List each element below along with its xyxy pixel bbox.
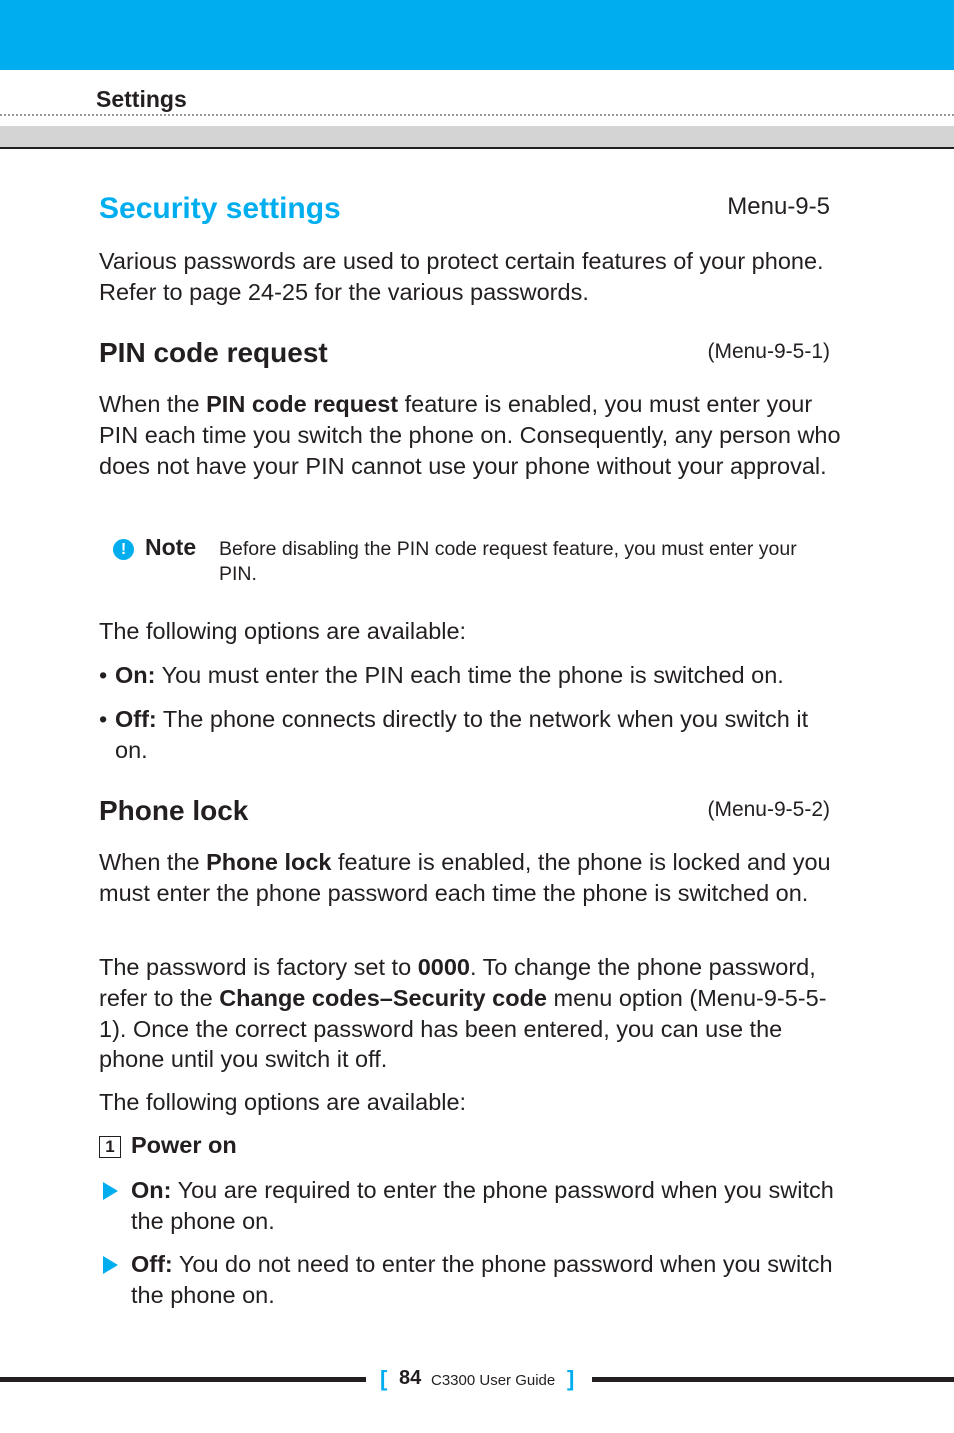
triangle-arrow-icon (103, 1182, 118, 1200)
phonelock-options-intro: The following options are available: (99, 1089, 467, 1115)
pin-section-title: PIN code request (99, 337, 328, 368)
page-title: Security settings (99, 192, 341, 225)
power-on-option-off: Off: You do not need to enter the phone password when you switch the phone on. (99, 1249, 844, 1311)
note-label: Note (145, 534, 197, 560)
footer-rule-right (592, 1377, 954, 1382)
power-on-option-on: On: You are required to enter the phone password when you switch the phone on. (99, 1175, 844, 1237)
note-text: Before disabling the PIN code request feature, you must enter your PIN. (219, 538, 797, 585)
phonelock-section-title: Phone lock (99, 795, 249, 826)
page-footer (380, 1366, 580, 1396)
triangle-arrow-icon (103, 1256, 118, 1274)
guide-title: C3300 User Guide (431, 1372, 556, 1389)
footer-rule-left (0, 1377, 366, 1382)
pin-option-on: • On: You must enter the PIN each time the phone is switched on. (99, 662, 784, 688)
intro-paragraph: Various passwords are used to protect certain features of your phone. Refer to page 24-25 for the various passwords. (99, 248, 824, 305)
grey-header-band (0, 126, 954, 149)
menu-reference: Menu-9-5 (727, 193, 830, 220)
footer-bracket-right: ] (567, 1366, 575, 1391)
page-number: 84 (399, 1367, 422, 1389)
phonelock-paragraph-1: When the Phone lock feature is enabled, the phone is locked and you must enter the phone password each time the phone is switched on. (99, 849, 831, 906)
top-accent-bar (0, 0, 954, 70)
item-number-box: 1 (99, 1136, 121, 1158)
pin-paragraph: When the PIN code request feature is enabled, you must enter your PIN each time you switch the phone on. Consequently, any person who does not have your PIN cannot use your phone without your approval. (99, 391, 841, 479)
pin-options-intro: The following options are available: (99, 618, 467, 644)
power-on-heading: Power on (131, 1132, 237, 1158)
footer-bracket-left: [ (380, 1366, 388, 1391)
dotted-divider (0, 114, 954, 116)
exclamation-icon: ! (113, 539, 134, 560)
pin-menu-reference: (Menu-9-5-1) (707, 340, 830, 363)
section-label: Settings (96, 86, 187, 112)
phonelock-paragraph-2: The password is factory set to 0000. To change the phone password, refer to the Change codes–Security code menu option (Menu-9-5-5-1). Once the correct password has been entered, you can use the phone until you switch it off. (99, 954, 827, 1073)
pin-option-off: • Off: The phone connects directly to the network when you switch it on. (99, 706, 809, 763)
phonelock-menu-reference: (Menu-9-5-2) (707, 798, 830, 821)
